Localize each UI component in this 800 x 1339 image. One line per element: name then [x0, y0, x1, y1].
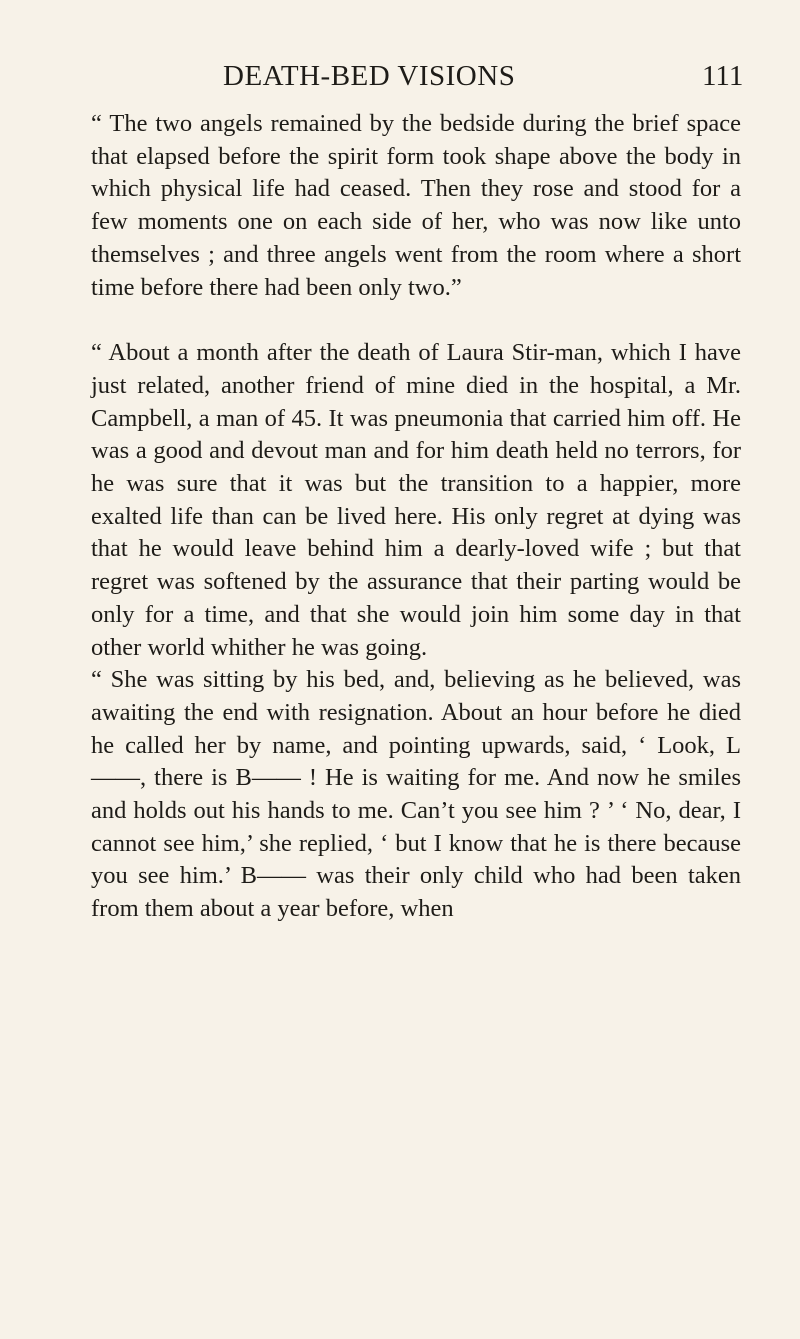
page-number: 111: [702, 60, 744, 92]
paragraph-campbell: “ About a month after the death of Laura Stir-man, which I have just related, another friend of mine died in the hospital, a Mr. Campbell, a man of 45. It was pneumonia that carried him off. He was a good and devout man and for him death held no terrors, for he was sure that it was but the transition to a happier, more exalted life than can be lived here. His only regret at dying was that he would leave behind him a dearly-loved wife ; but that regret was softened by the assurance that their parting would be only for a time, and that she would join him some day in that other world whither he was going.: [91, 339, 741, 661]
body-text: [91, 108, 741, 926]
running-head-title: DEATH-BED VISIONS: [223, 60, 516, 92]
running-head: [0, 60, 800, 100]
paragraph-wife: “ She was sitting by his bed, and, believing as he believed, was awaiting the end with resignation. About an hour before he died he called her by name, and pointing upwards, said, ‘ Look, L——, there is B—— ! He is waiting for me. And now he smiles and holds out his hands to me. Can’t you see him ? ’ ‘ No, dear, I cannot see him,’ she replied, ‘ but I know that he is there because you see him.’ B—— was their only child who had been taken from them about a year before, when: [91, 666, 741, 923]
paragraph-angels: “ The two angels remained by the bedside during the brief space that elapsed before the spirit form took shape above the body in which physical life had ceased. Then they rose and stood for a few moments one on each side of her, who was now like unto themselves ; and three angels went from the room where a short time before there had been only two.”: [91, 110, 741, 301]
